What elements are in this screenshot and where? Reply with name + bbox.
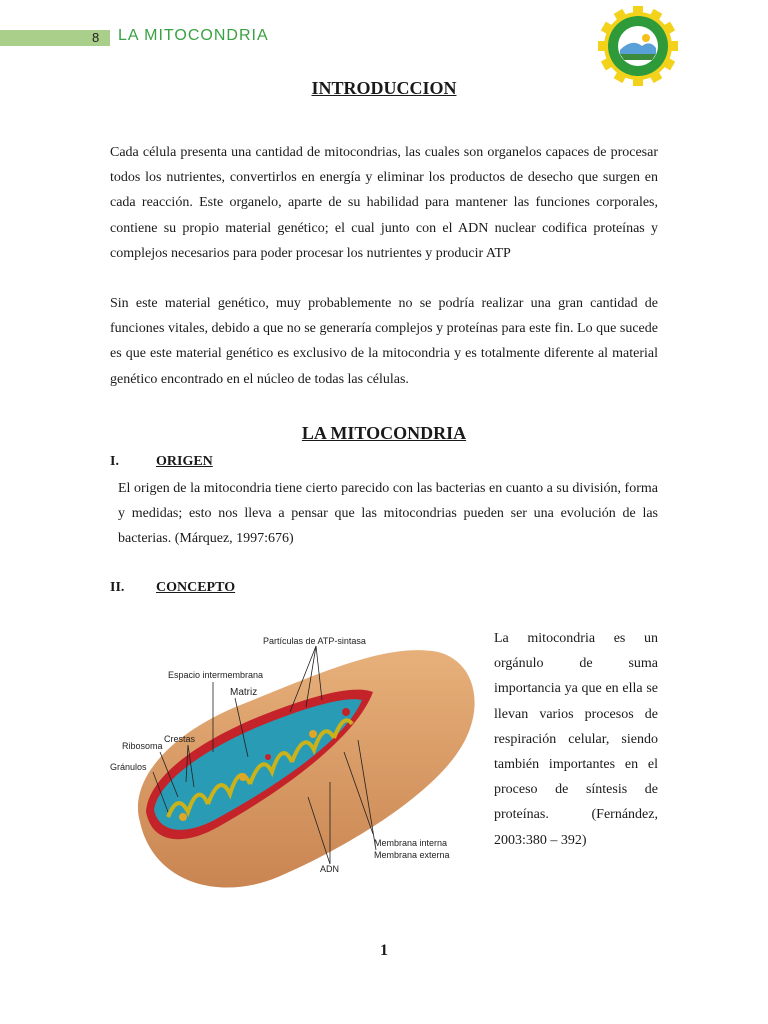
origin-heading: ORIGEN bbox=[156, 454, 213, 469]
concept-number: II. bbox=[110, 580, 125, 595]
label-intermembrane-space: Espacio intermembrana bbox=[168, 670, 264, 680]
intro-title: INTRODUCCION bbox=[311, 78, 457, 98]
origin-number: I. bbox=[110, 454, 119, 469]
page-number: 1 bbox=[380, 942, 388, 959]
concept-heading: CONCEPTO bbox=[156, 580, 236, 595]
label-matrix: Matriz bbox=[230, 687, 258, 698]
label-inner-membrane: Membrana interna bbox=[374, 838, 448, 848]
label-cristae: Crestas bbox=[164, 734, 196, 744]
header-title: LA MITOCONDRIA bbox=[118, 27, 269, 44]
label-atp-synthase: Partículas de ATP-sintasa bbox=[263, 636, 366, 646]
label-granules: Gránulos bbox=[110, 762, 147, 772]
origin-text: El origen de la mitocondria tiene cierto parecido con las bacterias en cuanto a su división, forma y medidas; esto nos lleva a pensar que las mitocondrias pueden ser una evolución de las bacterias. (Márquez, 1997:676) bbox=[118, 481, 658, 547]
section-title: LA MITOCONDRIA bbox=[301, 423, 467, 443]
faculty-seal-gear-icon bbox=[598, 6, 678, 86]
header-page-number: 8 bbox=[92, 30, 100, 45]
label-dna: ADN bbox=[320, 864, 340, 874]
label-ribosome: Ribosoma bbox=[122, 741, 163, 751]
intro-paragraph-2: Sin este material genético, muy probablemente no se podría realizar una gran cantidad de funciones vitales, debido a que no se generaría complejos y proteínas para este fin. Lo que sucede es que este material genético es exclusivo de la mitocondria y es totalmente diferente al material genético encontrado en el núcleo de todas las células. bbox=[110, 296, 658, 387]
label-outer-membrane: Membrana externa bbox=[374, 850, 450, 860]
mitochondria-diagram bbox=[108, 612, 483, 902]
concept-text: La mitocondria es un orgánulo de suma importancia ya que en ella se llevan varios procesos de respiración celular, siendo también importantes en el proceso de síntesis de proteínas. (Fernández, 2003:380 – 392) bbox=[494, 631, 658, 848]
intro-paragraph-1: Cada célula presenta una cantidad de mitocondrias, las cuales son organelos capaces de procesar todos los nutrientes, convertirlos en energía y eliminar los productos de desecho que surgen en cada reacción. Este organelo, aparte de su habilidad para mantener las funciones corporales, contiene su propio material genético; el cual junto con el ADN nuclear codifica proteínas y complejos necesarios para poder procesar los nutrientes y producir ATP bbox=[110, 145, 658, 261]
